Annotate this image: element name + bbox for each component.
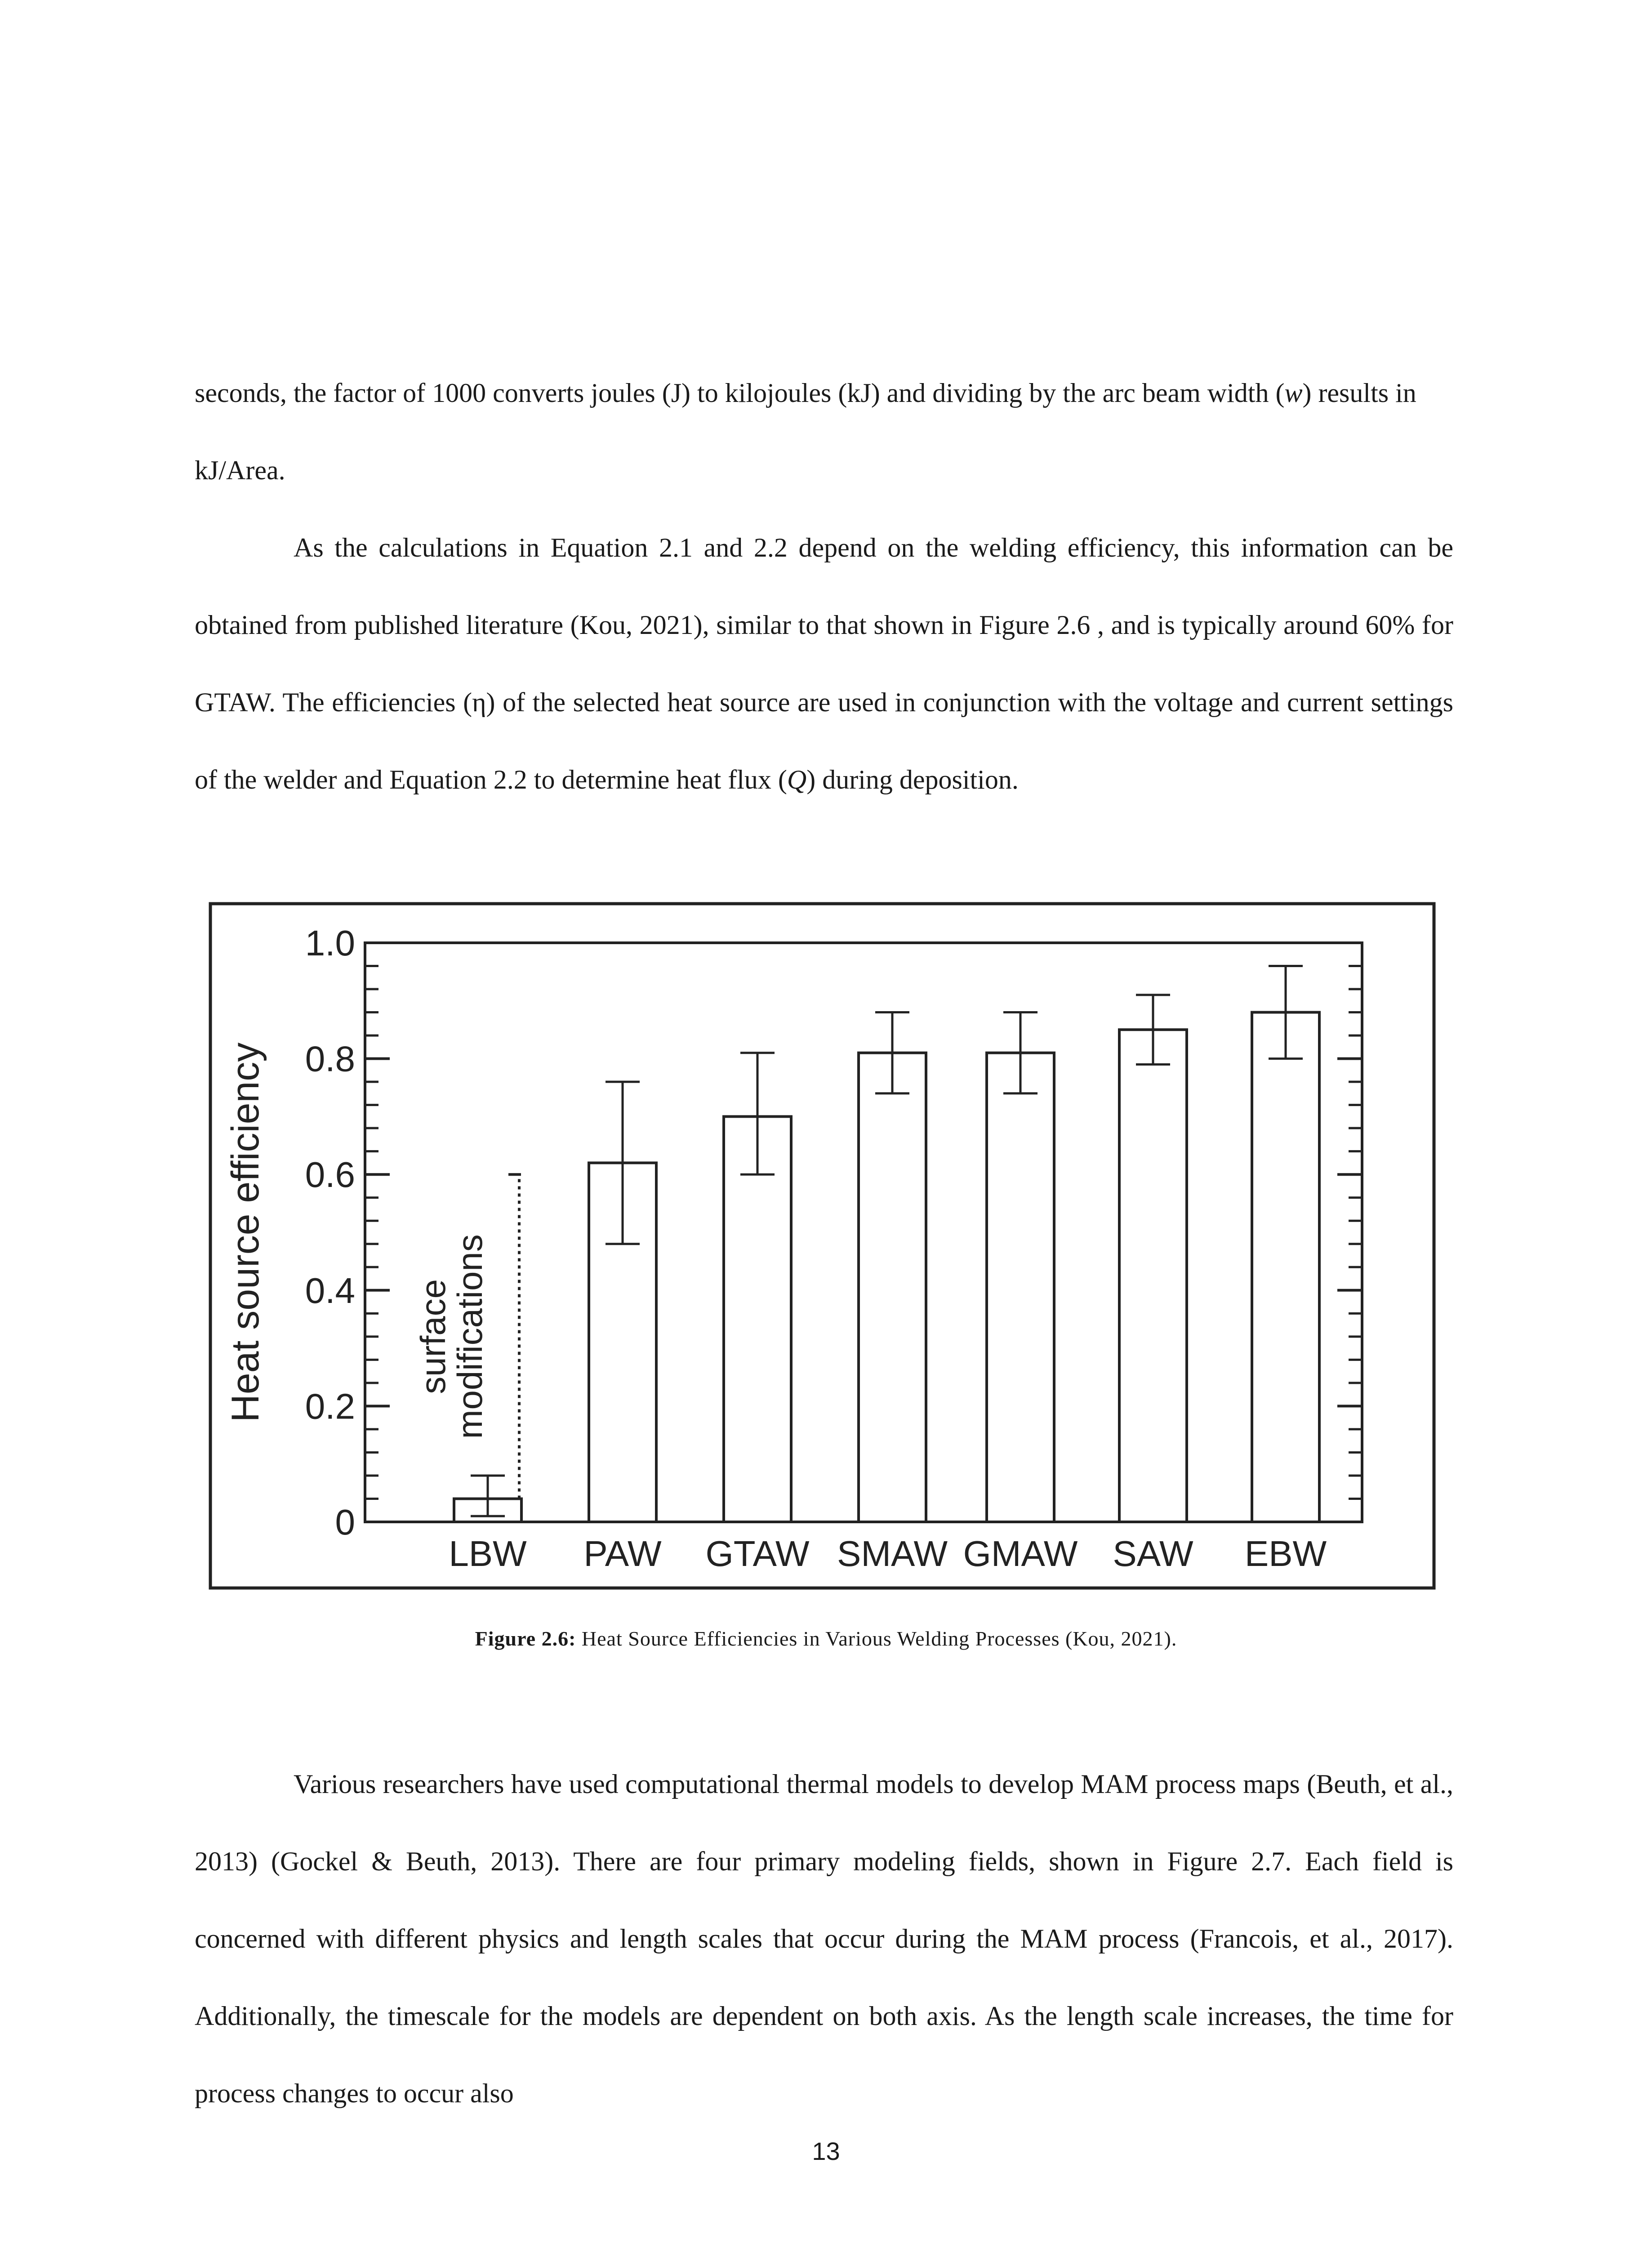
bar	[1252, 1012, 1319, 1522]
bar	[987, 1053, 1054, 1522]
x-tick-label: LBW	[449, 1534, 527, 1574]
page-number: 13	[812, 2137, 840, 2165]
y-tick-label: 0.8	[305, 1039, 355, 1079]
italic-symbol: w	[1284, 378, 1303, 408]
text-run: As the calculations in Equation 2.1 and 2.2 depend on the welding efficiency, this information can be obtained from published literature (Kou, 2021), similar to that shown in Figure 2.6 , and is typically around 60% for GTAW. The efficiencies (η) of the selected heat source are used in conjunction with the voltage and current settings of the welder and Equation 2.2 to determine heat flux (	[195, 533, 1453, 794]
paragraph-2	[195, 509, 1453, 818]
y-tick-label: 1.0	[305, 923, 355, 963]
text-run: seconds, the factor of 1000 converts joules (J) to kilojoules (kJ) and dividing by the arc beam width (	[195, 378, 1285, 408]
x-tick-label: GTAW	[705, 1534, 810, 1574]
y-tick-label: 0	[335, 1502, 355, 1542]
x-tick-label: SMAW	[837, 1534, 948, 1574]
italic-symbol: Q	[787, 765, 807, 794]
figure-border	[210, 904, 1434, 1588]
y-tick-label: 0.2	[305, 1386, 355, 1427]
figure-caption-label: Figure 2.6:	[475, 1627, 576, 1650]
y-tick-label: 0.6	[305, 1155, 355, 1195]
annotation-text: surface	[413, 1279, 453, 1394]
efficiency-bar-chart	[207, 899, 1438, 1594]
text-run: ) results in kJ/Area.	[195, 378, 1416, 485]
figure-2-6	[207, 899, 1438, 1594]
x-tick-label: PAW	[583, 1534, 662, 1574]
text-run: ) during deposition.	[806, 765, 1019, 794]
figure-caption	[0, 1627, 1652, 1650]
annotation-text: modifications	[450, 1234, 490, 1439]
x-tick-label: SAW	[1113, 1534, 1193, 1574]
y-axis-label: Heat source efficiency	[224, 1042, 267, 1423]
paragraph-3	[195, 1745, 1453, 2132]
figure-caption-text: Heat Source Efficiencies in Various Welding Processes (Kou, 2021).	[576, 1627, 1177, 1650]
bar	[1119, 1030, 1187, 1522]
paragraph-1	[195, 354, 1453, 509]
bar	[724, 1116, 791, 1522]
bar	[859, 1053, 926, 1522]
text-run: Various researchers have used computational thermal models to develop MAM process maps (Beuth, et al., 2013) (Gockel & Beuth, 2013). There are four primary modeling fields, shown in Figure 2.7. Each field is concerned with different physics and length scales that occur during the MAM process (Francois, et al., 2017). Additionally, the timescale for the models are dependent on both axis. As the length scale increases, the time for process changes to occur also	[195, 1769, 1453, 2108]
x-tick-label: EBW	[1244, 1534, 1327, 1574]
x-tick-label: GMAW	[963, 1534, 1078, 1574]
y-tick-label: 0.4	[305, 1270, 355, 1311]
